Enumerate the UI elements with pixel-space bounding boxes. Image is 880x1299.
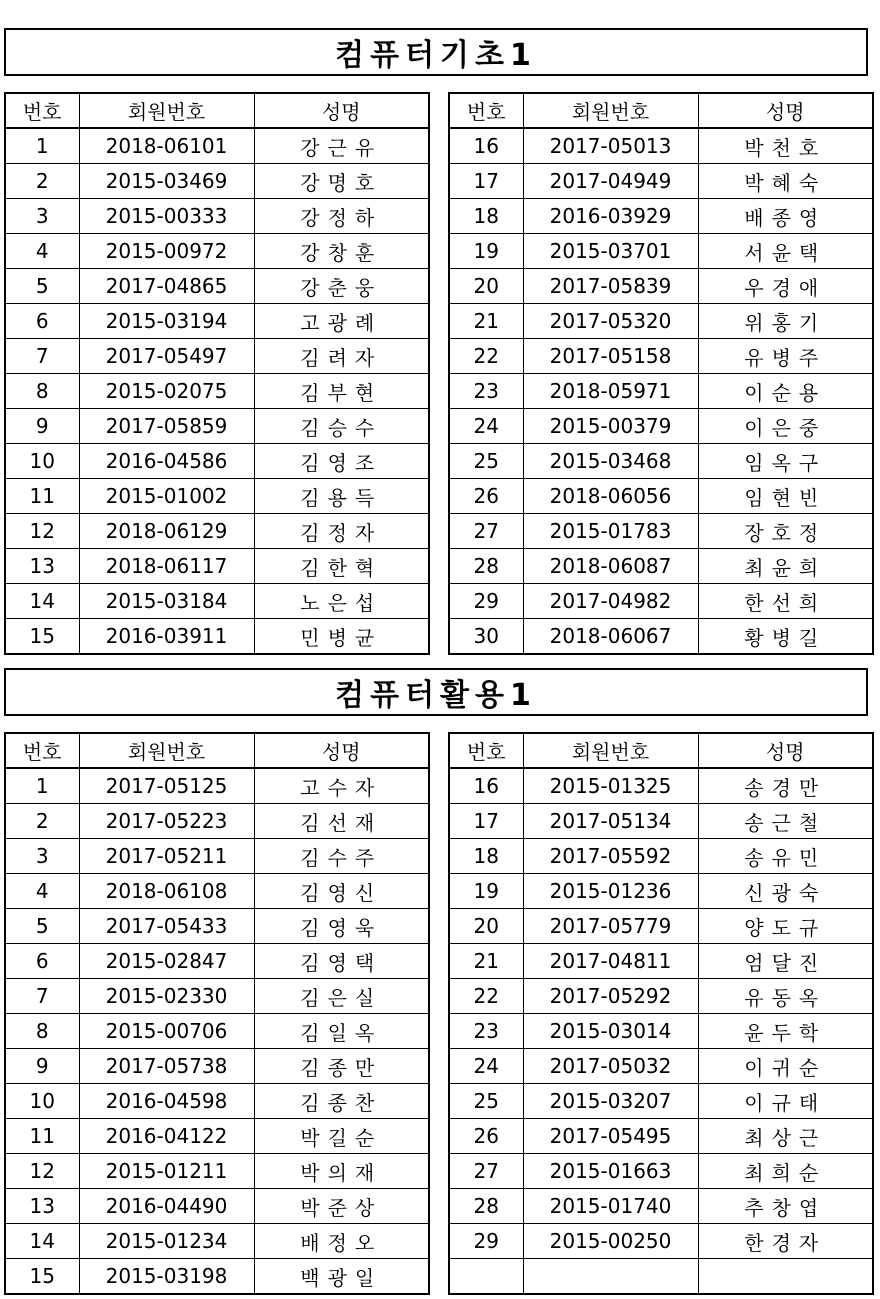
cell-no: 11 [5,479,79,514]
table-row [5,339,429,374]
cell-no: 25 [449,1084,523,1119]
roster-table-right [448,732,874,1295]
cell-no: 20 [449,909,523,944]
cell-name: 김일옥 [254,1014,429,1049]
cell-member-id: 2015-03468 [523,444,698,479]
table-row [5,768,429,804]
cell-member-id: 2015-01002 [79,479,254,514]
cell-member-id: 2017-05495 [523,1119,698,1154]
cell-member-id: 2015-01234 [79,1224,254,1259]
cell-name: 백광일 [254,1259,429,1295]
cell-no: 23 [449,374,523,409]
cell-no: 30 [449,619,523,655]
cell-name: 최희순 [698,1154,873,1189]
cell-member-id: 2015-01740 [523,1189,698,1224]
table-row [449,444,873,479]
cell-name: 김영택 [254,944,429,979]
cell-name: 이귀순 [698,1049,873,1084]
cell-no: 5 [5,909,79,944]
cell-no: 24 [449,1049,523,1084]
cell-no: 8 [5,374,79,409]
table-row [5,619,429,655]
cell-name: 황병길 [698,619,873,655]
cell-member-id: 2018-06101 [79,128,254,164]
cell-no [449,1259,523,1295]
table-row [449,339,873,374]
table-row [5,514,429,549]
cell-member-id: 2015-00333 [79,199,254,234]
cell-name: 송경만 [698,768,873,804]
cell-member-id: 2015-01783 [523,514,698,549]
table-header [5,733,429,768]
cell-name: 한선희 [698,584,873,619]
cell-member-id: 2015-00972 [79,234,254,269]
header-no: 번호 [449,93,523,128]
table-row [449,1084,873,1119]
cell-member-id: 2015-03184 [79,584,254,619]
header-name: 성명 [698,93,873,128]
table-row [5,839,429,874]
table-row [5,234,429,269]
table-row [5,584,429,619]
table-header [449,93,873,128]
roster-table-left [4,732,430,1295]
cell-no: 3 [5,199,79,234]
cell-name: 강춘웅 [254,269,429,304]
table-row [5,374,429,409]
cell-name: 이순용 [698,374,873,409]
table-body [5,768,429,1294]
table-row [5,804,429,839]
cell-name: 김부현 [254,374,429,409]
cell-name: 김려자 [254,339,429,374]
table-row [5,164,429,199]
table-row [449,979,873,1014]
cell-no: 2 [5,804,79,839]
cell-member-id: 2017-05211 [79,839,254,874]
cell-no: 23 [449,1014,523,1049]
cell-no: 12 [5,1154,79,1189]
section-title: 컴퓨터활용1 [4,668,868,716]
cell-member-id: 2016-04122 [79,1119,254,1154]
table-row [449,839,873,874]
section-title: 컴퓨터기초1 [4,28,868,76]
cell-no: 19 [449,234,523,269]
cell-no: 13 [5,1189,79,1224]
cell-no: 24 [449,409,523,444]
table-body [449,768,873,1294]
cell-no: 19 [449,874,523,909]
cell-no: 26 [449,1119,523,1154]
cell-no: 4 [5,874,79,909]
table-row [449,768,873,804]
cell-no: 16 [449,128,523,164]
cell-name: 신광숙 [698,874,873,909]
cell-no: 27 [449,1154,523,1189]
cell-name: 김종찬 [254,1084,429,1119]
table-row [449,514,873,549]
cell-name: 민병균 [254,619,429,655]
cell-name: 서윤택 [698,234,873,269]
cell-member-id: 2017-05859 [79,409,254,444]
table-row [449,1189,873,1224]
table-row [5,1154,429,1189]
cell-member-id: 2017-05013 [523,128,698,164]
cell-member-id: 2017-04811 [523,944,698,979]
cell-member-id: 2017-05032 [523,1049,698,1084]
cell-member-id: 2018-06129 [79,514,254,549]
cell-no: 5 [5,269,79,304]
cell-no: 4 [5,234,79,269]
cell-member-id: 2018-05971 [523,374,698,409]
cell-member-id: 2015-03469 [79,164,254,199]
header-member-id: 회원번호 [79,93,254,128]
table-row [5,128,429,164]
cell-no: 22 [449,339,523,374]
cell-member-id: 2018-06108 [79,874,254,909]
cell-name: 강명호 [254,164,429,199]
cell-member-id: 2016-04586 [79,444,254,479]
cell-member-id: 2017-05592 [523,839,698,874]
cell-name: 엄달진 [698,944,873,979]
table-row [5,944,429,979]
cell-member-id: 2015-03014 [523,1014,698,1049]
cell-name: 우경애 [698,269,873,304]
table-row [449,234,873,269]
table-row [5,1224,429,1259]
table-body [5,128,429,654]
cell-no: 3 [5,839,79,874]
table-row [5,304,429,339]
table-row [5,1119,429,1154]
cell-name: 최상근 [698,1119,873,1154]
cell-name: 김정자 [254,514,429,549]
cell-no: 9 [5,409,79,444]
cell-no: 1 [5,768,79,804]
cell-name: 김승수 [254,409,429,444]
cell-name: 김영조 [254,444,429,479]
cell-no: 29 [449,1224,523,1259]
cell-member-id: 2017-05497 [79,339,254,374]
cell-name: 이규태 [698,1084,873,1119]
cell-member-id: 2015-03198 [79,1259,254,1295]
cell-no: 6 [5,304,79,339]
table-row [449,199,873,234]
cell-member-id: 2015-03207 [523,1084,698,1119]
cell-no: 29 [449,584,523,619]
table-header [5,93,429,128]
cell-no: 21 [449,944,523,979]
cell-no: 18 [449,199,523,234]
table-row [5,874,429,909]
cell-member-id: 2016-03929 [523,199,698,234]
cell-member-id: 2017-04982 [523,584,698,619]
cell-name: 강창훈 [254,234,429,269]
table-row [449,584,873,619]
cell-name: 김종만 [254,1049,429,1084]
cell-member-id: 2017-05292 [523,979,698,1014]
table-row [449,1049,873,1084]
cell-name: 노은섭 [254,584,429,619]
cell-name: 박혜숙 [698,164,873,199]
cell-name: 추창엽 [698,1189,873,1224]
cell-member-id: 2017-05320 [523,304,698,339]
cell-no: 2 [5,164,79,199]
table-row [5,1189,429,1224]
table-row [449,479,873,514]
cell-no: 10 [5,1084,79,1119]
cell-no: 1 [5,128,79,164]
cell-member-id: 2017-05134 [523,804,698,839]
roster-table-right [448,92,874,655]
cell-name: 고수자 [254,768,429,804]
table-row [449,374,873,409]
header-no: 번호 [449,733,523,768]
table-row [449,1014,873,1049]
cell-name: 강정하 [254,199,429,234]
table-row [5,1259,429,1295]
cell-member-id: 2017-05779 [523,909,698,944]
cell-name: 김수주 [254,839,429,874]
cell-no: 18 [449,839,523,874]
cell-no: 6 [5,944,79,979]
cell-no: 28 [449,1189,523,1224]
cell-no: 25 [449,444,523,479]
cell-name: 박천호 [698,128,873,164]
cell-member-id: 2017-05738 [79,1049,254,1084]
table-row [449,619,873,655]
header-name: 성명 [698,733,873,768]
header-member-id: 회원번호 [523,93,698,128]
cell-member-id: 2017-05839 [523,269,698,304]
table-body [449,128,873,654]
cell-member-id: 2016-03911 [79,619,254,655]
table-header [449,733,873,768]
cell-name: 김영욱 [254,909,429,944]
cell-name: 김선재 [254,804,429,839]
cell-name: 배종영 [698,199,873,234]
cell-no: 14 [5,1224,79,1259]
cell-member-id: 2018-06117 [79,549,254,584]
cell-name: 김영신 [254,874,429,909]
header-member-id: 회원번호 [79,733,254,768]
cell-name: 김한혁 [254,549,429,584]
header-name: 성명 [254,733,429,768]
cell-name: 배정오 [254,1224,429,1259]
cell-name: 유동옥 [698,979,873,1014]
cell-member-id: 2018-06087 [523,549,698,584]
header-name: 성명 [254,93,429,128]
cell-name: 송근철 [698,804,873,839]
header-no: 번호 [5,733,79,768]
cell-member-id: 2016-04598 [79,1084,254,1119]
cell-name: 장호정 [698,514,873,549]
cell-name: 송유민 [698,839,873,874]
cell-name: 이은중 [698,409,873,444]
table-row [449,128,873,164]
cell-no: 9 [5,1049,79,1084]
table-row [449,1224,873,1259]
cell-member-id: 2018-06067 [523,619,698,655]
cell-member-id: 2015-00706 [79,1014,254,1049]
cell-member-id: 2017-04949 [523,164,698,199]
cell-no: 21 [449,304,523,339]
cell-no: 27 [449,514,523,549]
cell-name: 윤두학 [698,1014,873,1049]
table-row [5,1084,429,1119]
header-member-id: 회원번호 [523,733,698,768]
cell-member-id: 2015-00250 [523,1224,698,1259]
table-row [5,269,429,304]
cell-name: 김은실 [254,979,429,1014]
cell-member-id: 2017-05433 [79,909,254,944]
table-row [449,804,873,839]
cell-member-id: 2015-02075 [79,374,254,409]
cell-no: 22 [449,979,523,1014]
cell-no: 10 [5,444,79,479]
cell-name: 임옥구 [698,444,873,479]
cell-no: 15 [5,1259,79,1295]
table-row [449,909,873,944]
roster-table-left [4,92,430,655]
cell-member-id: 2015-01236 [523,874,698,909]
cell-name: 박길순 [254,1119,429,1154]
table-row [449,1154,873,1189]
table-row [449,164,873,199]
cell-member-id: 2015-02847 [79,944,254,979]
cell-member-id: 2015-03194 [79,304,254,339]
cell-name [698,1259,873,1295]
cell-name: 고광례 [254,304,429,339]
table-row [449,409,873,444]
cell-no: 17 [449,164,523,199]
cell-member-id: 2016-04490 [79,1189,254,1224]
table-row [5,409,429,444]
cell-name: 최윤희 [698,549,873,584]
table-row [449,1259,873,1295]
table-row [5,909,429,944]
cell-no: 7 [5,979,79,1014]
cell-member-id: 2015-01211 [79,1154,254,1189]
table-row [5,549,429,584]
cell-member-id: 2015-01325 [523,768,698,804]
header-no: 번호 [5,93,79,128]
cell-name: 양도규 [698,909,873,944]
cell-member-id: 2017-05223 [79,804,254,839]
cell-name: 한경자 [698,1224,873,1259]
cell-member-id: 2015-02330 [79,979,254,1014]
cell-name: 김용득 [254,479,429,514]
cell-no: 26 [449,479,523,514]
table-row [449,269,873,304]
cell-member-id: 2015-00379 [523,409,698,444]
table-row [449,304,873,339]
cell-name: 임현빈 [698,479,873,514]
cell-member-id: 2017-05158 [523,339,698,374]
cell-no: 13 [5,549,79,584]
table-row [5,1049,429,1084]
cell-no: 15 [5,619,79,655]
cell-no: 17 [449,804,523,839]
cell-no: 11 [5,1119,79,1154]
cell-member-id [523,1259,698,1295]
cell-member-id: 2018-06056 [523,479,698,514]
table-row [449,549,873,584]
cell-member-id: 2017-05125 [79,768,254,804]
cell-no: 28 [449,549,523,584]
cell-member-id: 2015-01663 [523,1154,698,1189]
table-row [5,979,429,1014]
cell-no: 20 [449,269,523,304]
table-row [449,874,873,909]
cell-name: 유병주 [698,339,873,374]
cell-member-id: 2017-04865 [79,269,254,304]
cell-no: 16 [449,768,523,804]
cell-no: 8 [5,1014,79,1049]
cell-name: 위홍기 [698,304,873,339]
cell-no: 14 [5,584,79,619]
cell-no: 7 [5,339,79,374]
table-row [449,944,873,979]
table-row [5,479,429,514]
table-row [5,199,429,234]
cell-name: 박의재 [254,1154,429,1189]
table-row [5,444,429,479]
table-row [5,1014,429,1049]
table-row [449,1119,873,1154]
cell-member-id: 2015-03701 [523,234,698,269]
cell-no: 12 [5,514,79,549]
cell-name: 박준상 [254,1189,429,1224]
cell-name: 강근유 [254,128,429,164]
